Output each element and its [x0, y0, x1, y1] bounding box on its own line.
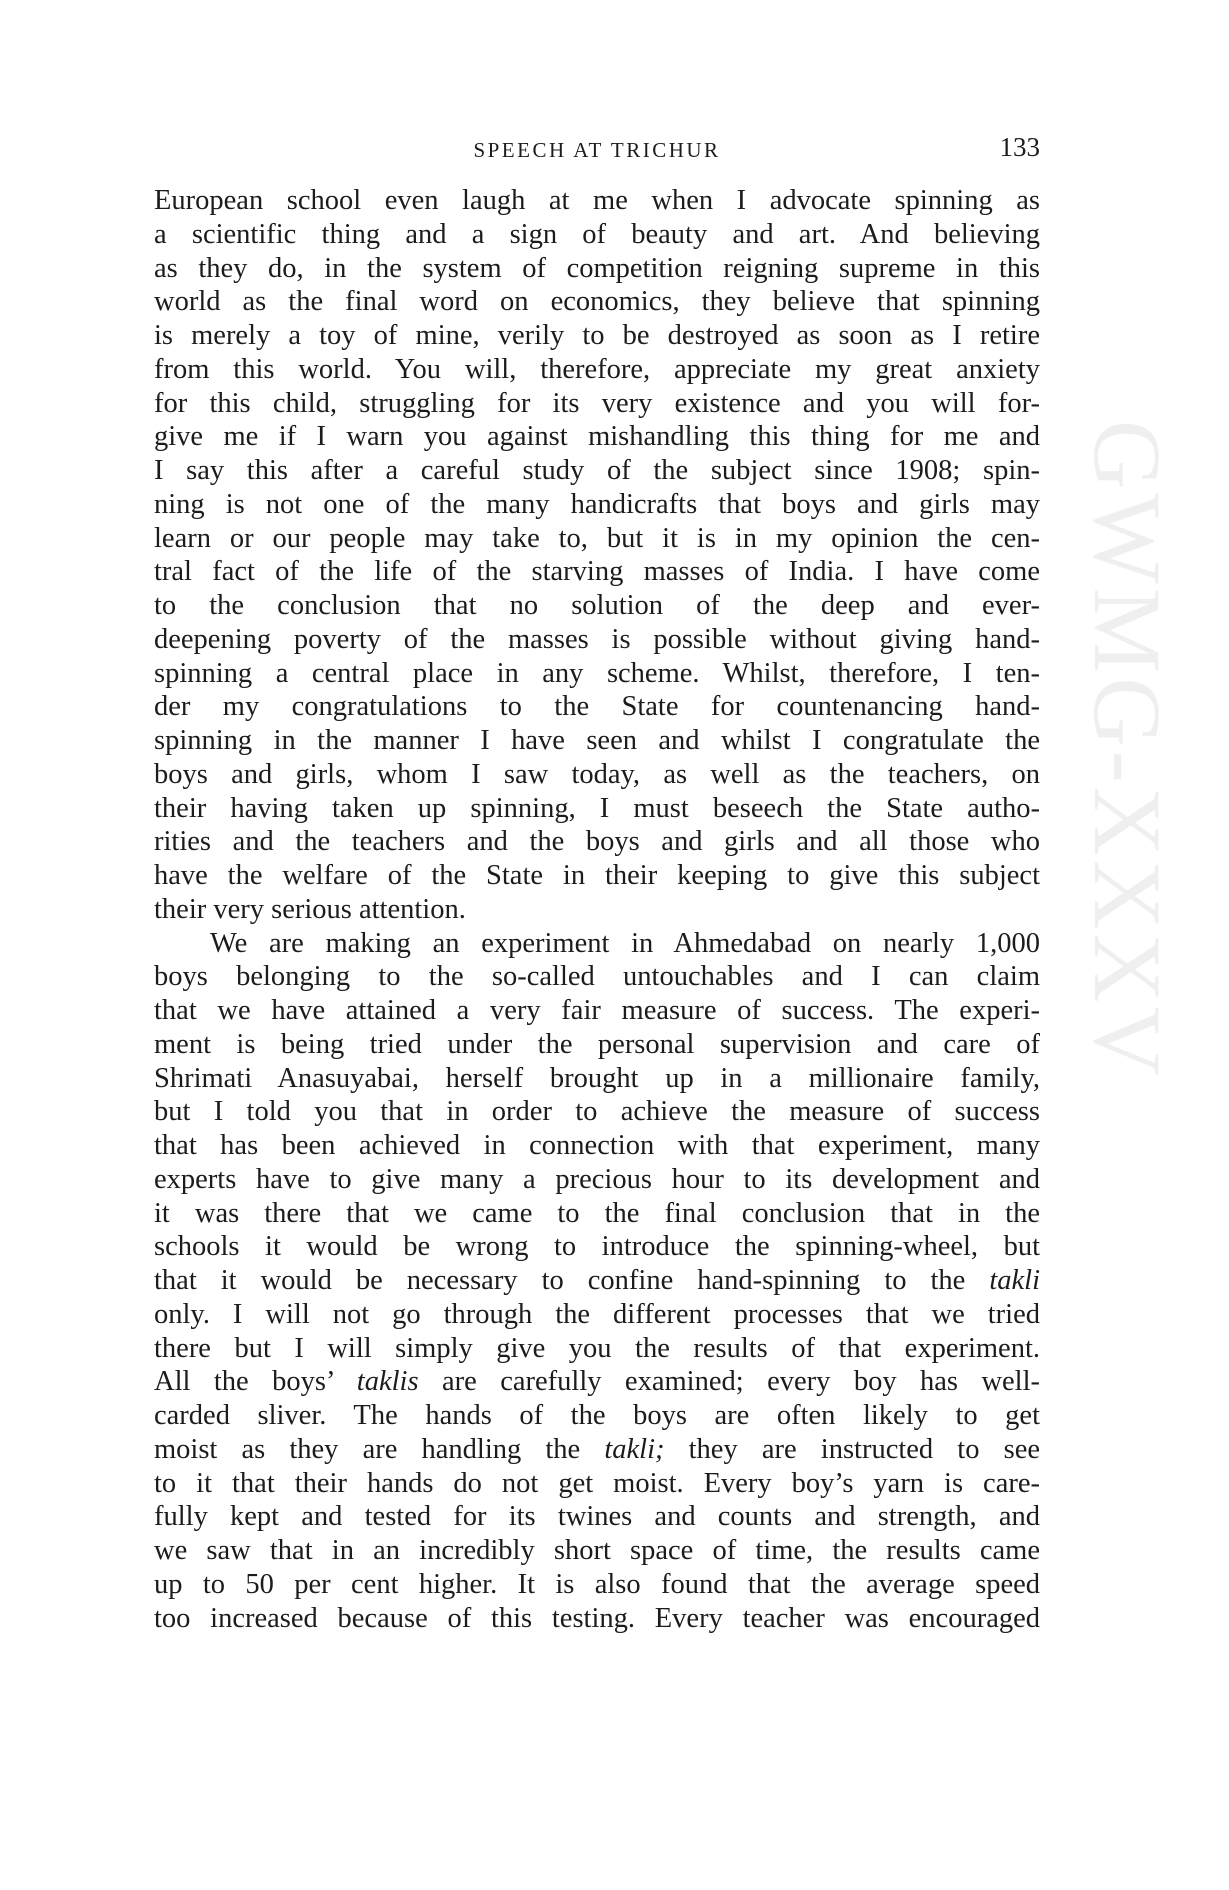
- text-line: that we have attained a very fair measure of success. The experi-: [154, 995, 1040, 1026]
- text-line: only. I will not go through the different processes that we tried: [154, 1298, 1040, 1330]
- running-header: [154, 130, 1040, 170]
- italic-term: takli;: [604, 1433, 665, 1465]
- paragraph: [154, 184, 1040, 927]
- text-line: to the conclusion that no solution of the deep and ever-: [154, 590, 1040, 621]
- text-line: from this world. You will, therefore, appreciate my great anxiety: [154, 353, 1040, 385]
- running-title: SPEECH AT TRICHUR: [473, 138, 721, 162]
- text-line: All the boys’ taklis are carefully examined; every boy has well-: [154, 1366, 1040, 1398]
- text-line: der my congratulations to the State for countenancing hand-: [154, 691, 1040, 723]
- body-text: [154, 184, 1040, 1635]
- text-line: that has been achieved in connection with that experiment, many: [154, 1130, 1040, 1161]
- text-line: too increased because of this testing. Every teacher was encouraged: [154, 1602, 1040, 1634]
- text-line: experts have to give many a precious hour to its development and: [154, 1163, 1040, 1195]
- text-line: I say this after a careful study of the subject since 1908; spin-: [154, 455, 1040, 486]
- italic-term: takli: [989, 1265, 1040, 1296]
- text-line: but I told you that in order to achieve the measure of success: [154, 1096, 1040, 1128]
- text-line: European school even laugh at me when I advocate spinning as: [154, 185, 1040, 216]
- text-line: schools it would be wrong to introduce the spinning-wheel, but: [154, 1231, 1040, 1263]
- text-line: We are making an experiment in Ahmedabad on nearly 1,000: [210, 927, 1040, 959]
- text-line: tral fact of the life of the starving masses of India. I have come: [154, 556, 1040, 588]
- text-line: their very serious attention.: [154, 893, 466, 925]
- text-line: spinning in the manner I have seen and whilst I congratulate the: [154, 725, 1040, 756]
- paragraph: [154, 927, 1040, 1636]
- text-line: for this child, struggling for its very existence and you will for-: [154, 387, 1040, 419]
- text-line: give me if I warn you against mishandling this thing for me and: [154, 421, 1040, 453]
- page-number: 133: [999, 132, 1040, 162]
- text-line: there but I will simply give you the results of that experiment.: [154, 1332, 1040, 1364]
- text-line: deepening poverty of the masses is possible without giving hand-: [154, 623, 1040, 655]
- text-line: Shrimati Anasuyabai, herself brought up in a millionaire family,: [154, 1062, 1040, 1094]
- text-line: rities and the teachers and the boys and girls and all those who: [154, 826, 1040, 858]
- text-line: their having taken up spinning, I must beseech the State autho-: [154, 792, 1040, 824]
- text-line: is merely a toy of mine, verily to be destroyed as soon as I retire: [154, 320, 1040, 351]
- text-line: we saw that in an incredibly short space of time, the results came: [154, 1535, 1040, 1566]
- text-line: it was there that we came to the final conclusion that in the: [154, 1197, 1040, 1229]
- text-line: that it would be necessary to confine hand-spinning to the takli: [154, 1265, 1040, 1296]
- text-line: boys and girls, whom I saw today, as well as the teachers, on: [154, 758, 1040, 790]
- text-line: ment is being tried under the personal supervision and care of: [154, 1028, 1040, 1060]
- text-line: to it that their hands do not get moist. Every boy’s yarn is care-: [154, 1467, 1040, 1499]
- text-line: spinning a central place in any scheme. Whilst, therefore, I ten-: [154, 657, 1040, 689]
- text-line: fully kept and tested for its twines and counts and strength, and: [154, 1501, 1040, 1533]
- text-line: a scientific thing and a sign of beauty and art. And believing: [154, 218, 1040, 250]
- text-line: moist as they are handling the takli; they are instructed to see: [154, 1433, 1040, 1465]
- text-line: boys belonging to the so-called untouchables and I can claim: [154, 961, 1040, 993]
- text-line: have the welfare of the State in their keeping to give this subject: [154, 860, 1040, 891]
- text-line: carded sliver. The hands of the boys are often likely to get: [154, 1400, 1040, 1431]
- text-line: as they do, in the system of competition reigning supreme in this: [154, 252, 1040, 284]
- text-line: ning is not one of the many handicrafts that boys and girls may: [154, 488, 1040, 520]
- text-line: up to 50 per cent higher. It is also found that the average speed: [154, 1568, 1040, 1600]
- text-line: learn or our people may take to, but it is in my opinion the cen-: [154, 522, 1040, 554]
- text-line: world as the final word on economics, they believe that spinning: [154, 286, 1040, 318]
- collection-watermark: GWMG-XXXV: [1074, 420, 1181, 1080]
- italic-term: taklis: [356, 1366, 419, 1398]
